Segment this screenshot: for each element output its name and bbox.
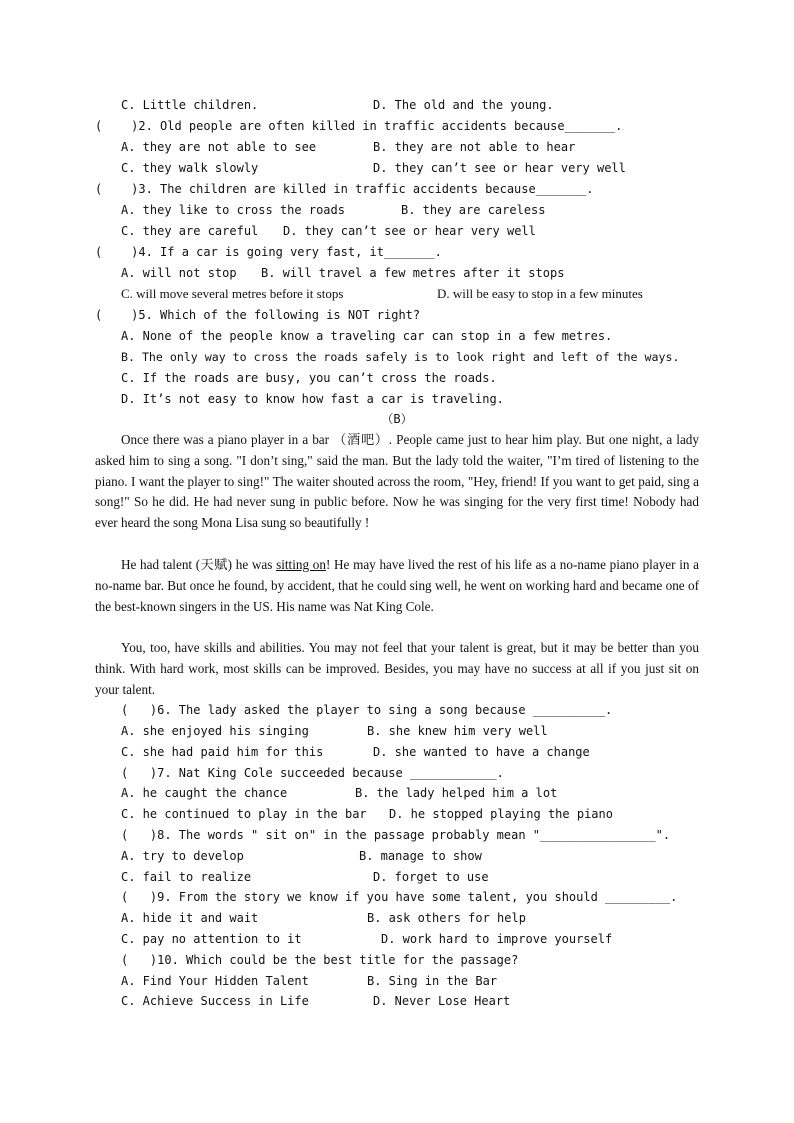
- passage-paragraph-1: Once there was a piano player in a bar （酒吧）. People came just to hear him play. But one night, a lady asked him to sing a song. "I don’t sing," said the man. But the lady told the waiter, "I’m tired of listening to the piano. I want the player to sing!" The waiter shouted across the room, "Hey, friend! If you want to get paid, sing a song!" So he did. He had never sung in public before. Now he was singing for the very first time! Nobody had ever heard the song Mona Lisa sung so beautifully !: [95, 432, 699, 531]
- q5-stem: [95, 305, 420, 326]
- q1-option-c: C. Little children.: [121, 98, 259, 112]
- q8-option-c: C. fail to realize: [121, 870, 252, 884]
- q6-option-b: B. she knew him very well: [367, 724, 548, 738]
- underlined-phrase: sitting on: [276, 557, 326, 572]
- q5-option-a: A. None of the people know a traveling car can stop in a few metres.: [121, 329, 613, 343]
- q9-stem[interactable]: ( )9. From the story we know if you have some talent, you should _________.: [121, 890, 678, 904]
- q9-option-a: A. hide it and wait: [121, 911, 259, 925]
- q10-option-b: B. Sing in the Bar: [367, 974, 498, 988]
- q6-option-a: A. she enjoyed his singing: [121, 724, 309, 738]
- passage-paragraph-3: You, too, have skills and abilities. You may not feel that your talent is great, but it may be better than you think. With hard work, most skills can be improved. Besides, you may have no success at all if you just sit on your talent.: [95, 640, 699, 697]
- q5-text: 5. Which of the following is NOT right?: [138, 308, 421, 322]
- q10-stem[interactable]: ( )10. Which could be the best title for the passage?: [121, 953, 519, 967]
- q10-option-a: A. Find Your Hidden Talent: [121, 974, 309, 988]
- q8-stem[interactable]: ( )8. The words " sit on" in the passage probably mean "________________".: [121, 828, 671, 842]
- q4-stem: [95, 242, 442, 263]
- q5-option-b: B. The only way to cross the roads safely is to look right and left of the ways.: [121, 350, 680, 364]
- q7-option-c: C. he continued to play in the bar: [121, 807, 367, 821]
- q4-option-d: D. will be easy to stop in a few minutes: [437, 286, 643, 301]
- q10-option-c: C. Achieve Success in Life: [121, 994, 309, 1008]
- q6-stem[interactable]: ( )6. The lady asked the player to sing a song because __________.: [121, 703, 613, 717]
- q3-option-c: C. they are careful: [121, 224, 259, 238]
- q8-option-d: D. forget to use: [373, 870, 489, 884]
- answer-blank[interactable]: ( ): [95, 182, 139, 196]
- answer-blank[interactable]: ( ): [95, 245, 139, 259]
- q9-option-b: B. ask others for help: [367, 911, 526, 925]
- q2-option-a: A. they are not able to see: [121, 140, 317, 154]
- q7-option-a: A. he caught the chance: [121, 786, 288, 800]
- q7-option-b: B. the lady helped him a lot: [355, 786, 558, 800]
- q3-option-a: A. they like to cross the roads: [121, 203, 345, 217]
- q4-option-a: A. will not stop: [121, 266, 237, 280]
- q6-option-c: C. she had paid him for this: [121, 745, 324, 759]
- q2-text: 2. Old people are often killed in traffic accidents because_______.: [138, 119, 623, 133]
- q1-option-d: D. The old and the young.: [373, 98, 554, 112]
- q2-option-c: C. they walk slowly: [121, 161, 259, 175]
- answer-blank[interactable]: ( ): [95, 308, 139, 322]
- q3-text: 3. The children are killed in traffic accidents because_______.: [138, 182, 594, 196]
- q3-option-b: B. they are careless: [401, 203, 546, 217]
- q2-stem: [95, 116, 622, 137]
- q3-stem: [95, 179, 594, 200]
- q9-option-c: C. pay no attention to it: [121, 932, 302, 946]
- answer-blank[interactable]: ( ): [95, 119, 139, 133]
- q7-option-d: D. he stopped playing the piano: [389, 807, 613, 821]
- q4-text: 4. If a car is going very fast, it_______.: [138, 245, 442, 259]
- q4-option-b: B. will travel a few metres after it stops: [261, 266, 565, 280]
- q3-option-d: D. they can’t see or hear very well: [283, 224, 536, 238]
- q5-option-c: C. If the roads are busy, you can’t cross the roads.: [121, 371, 497, 385]
- q8-option-b: B. manage to show: [359, 849, 482, 863]
- q6-option-d: D. she wanted to have a change: [373, 745, 590, 759]
- section-b-heading: （B）: [381, 412, 413, 426]
- q10-option-d: D. Never Lose Heart: [373, 994, 511, 1008]
- p2-text-start: He had talent (天赋) he was: [121, 557, 277, 572]
- q2-option-d: D. they can’t see or hear very well: [373, 161, 626, 175]
- q5-option-d: D. It’s not easy to know how fast a car is traveling.: [121, 392, 504, 406]
- q7-stem[interactable]: ( )7. Nat King Cole succeeded because ____________.: [121, 766, 504, 780]
- q4-option-c: C. will move several metres before it stops: [121, 286, 344, 301]
- q2-option-b: B. they are not able to hear: [373, 140, 576, 154]
- p2-text-end: ! He may have lived the rest of his life as a no-name piano player in a no-name bar. But once he found, by accident, that he could sing well, he went on working hard and became one of the best-known singers in the US. His name was Nat King Cole.: [95, 557, 700, 614]
- passage-paragraph-2: [95, 555, 699, 617]
- q8-option-a: A. try to develop: [121, 849, 244, 863]
- q9-option-d: D. work hard to improve yourself: [381, 932, 613, 946]
